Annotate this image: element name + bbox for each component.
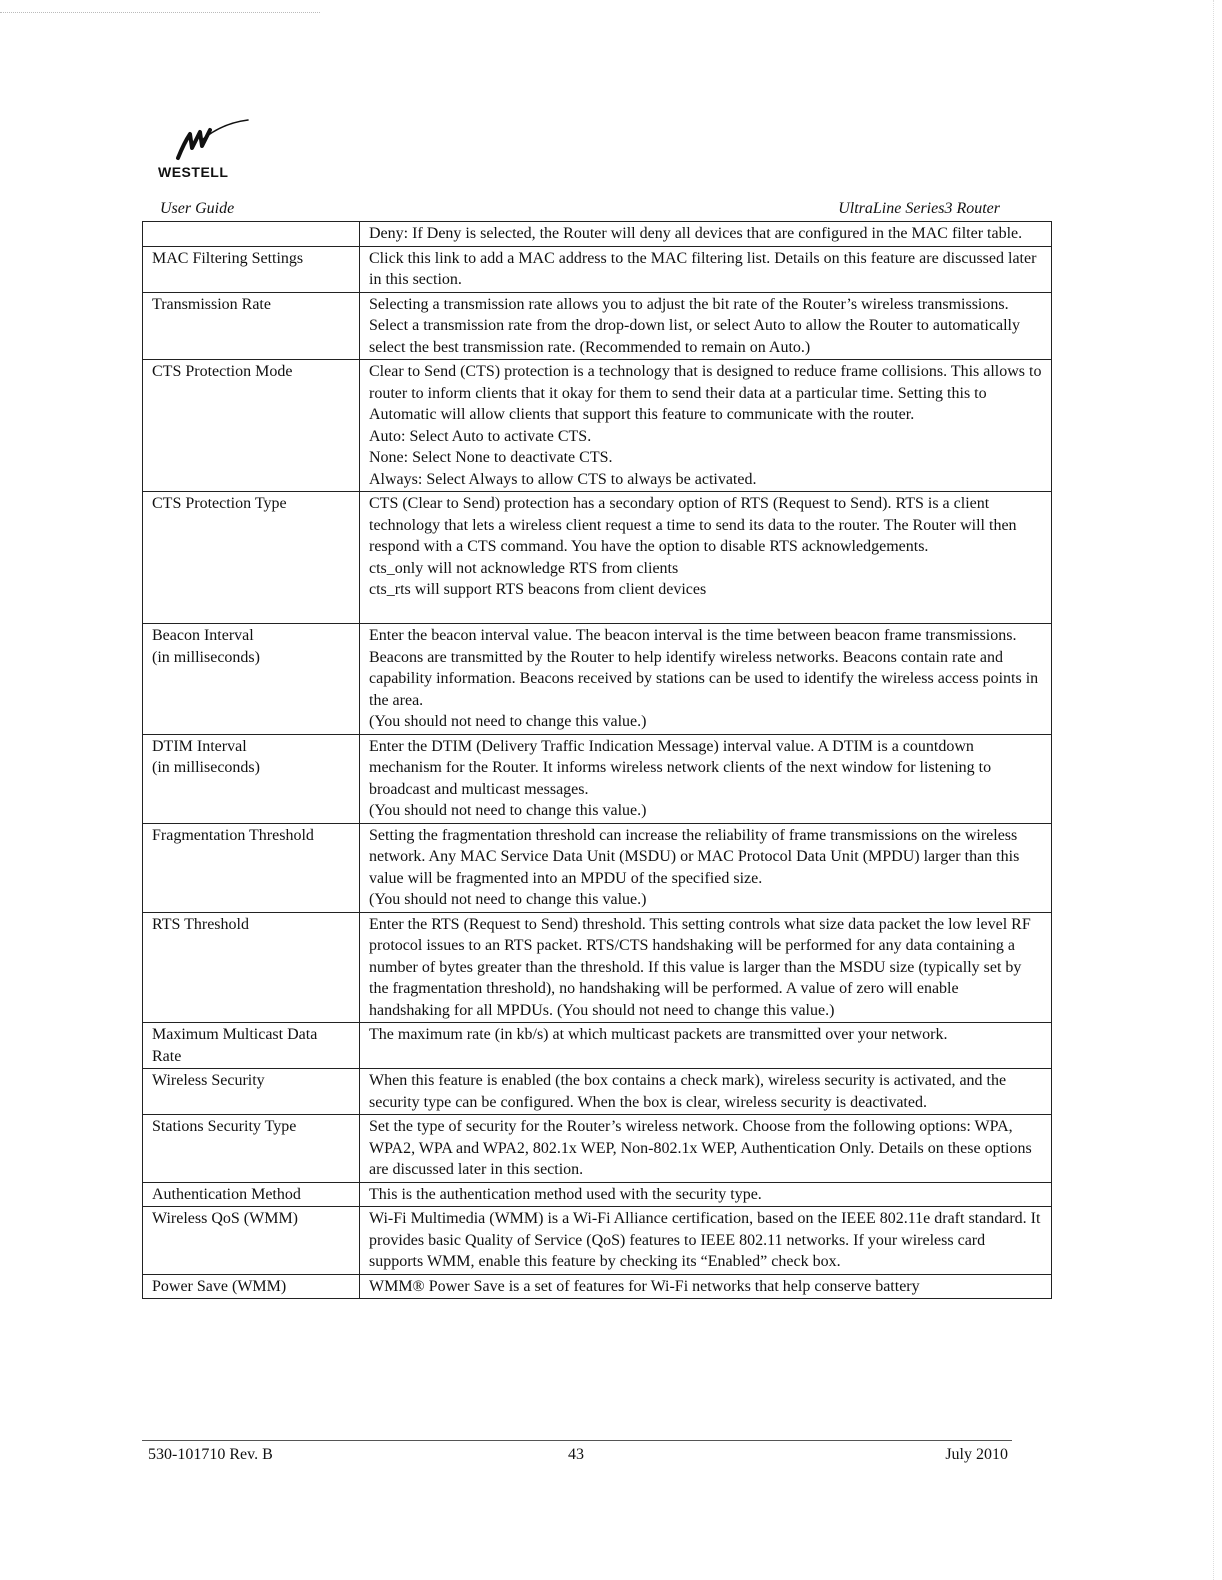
- setting-name-cell: [143, 823, 360, 912]
- setting-description: Deny: If Deny is selected, the Router will deny all devices that are configured in the MAC filter table.: [369, 225, 1023, 242]
- setting-description: Enter the DTIM (Delivery Traffic Indication Message) interval value. A DTIM is a countdown mechanism for the Router. It informs wireless network clients of the next window for listening to broadcast and multicast messages.: [369, 737, 992, 798]
- table-row: [143, 1115, 1052, 1183]
- setting-description: cts_rts will support RTS beacons from client devices: [369, 581, 707, 598]
- setting-description: Enter the RTS (Request to Send) threshold. This setting controls what size data packet the low level RF protocol issues to an RTS packet. RTS/CTS handshaking will be performed for any data containing a number of bytes greater than the threshold. If this value is larger than the MSDU size (typically set by the fragmentation threshold), no handshaking will be performed. A value of zero will enable handshaking for all MPDUs. (You should not need to change this value.): [369, 915, 1031, 1019]
- setting-description: Wi-Fi Multimedia (WMM) is a Wi-Fi Alliance certification, based on the IEEE 802.11e draft standard. It provides basic Quality of Service (QoS) features to IEEE 802.11 networks. If your wireless card supports WMM, enable this feature by checking its “Enabled” check box.: [369, 1210, 1041, 1270]
- scan-artifact: [1213, 0, 1214, 1580]
- table-row: [143, 1023, 1052, 1069]
- setting-name: RTS Threshold: [152, 915, 249, 933]
- setting-description: When this feature is enabled (the box contains a check mark), wireless security is activated, and the security type can be configured. When the box is clear, wireless security is deactivated.: [369, 1072, 1007, 1111]
- setting-name: Beacon Interval: [152, 627, 254, 644]
- setting-name-cell: [143, 1023, 360, 1069]
- setting-description: cts_only will not acknowledge RTS from clients: [369, 559, 679, 577]
- table-body: [143, 222, 1052, 1299]
- table-row: [143, 1182, 1052, 1207]
- setting-description-cell: [360, 624, 1052, 735]
- table-row: [143, 360, 1052, 492]
- setting-description-cell: [360, 492, 1052, 624]
- table-row: [143, 246, 1052, 292]
- setting-description-cell: [360, 222, 1052, 247]
- setting-description-cell: [360, 1182, 1052, 1207]
- setting-name: MAC Filtering Settings: [152, 249, 304, 267]
- setting-description: WMM® Power Save is a set of features for Wi-Fi networks that help conserve battery: [369, 1277, 920, 1295]
- setting-name: CTS Protection Mode: [152, 363, 293, 380]
- setting-name-cell: [143, 734, 360, 823]
- setting-description-cell: [360, 823, 1052, 912]
- table-row: [143, 292, 1052, 360]
- setting-description: Auto: Select Auto to activate CTS.: [369, 427, 592, 445]
- setting-name-cell: [143, 912, 360, 1023]
- setting-name: CTS Protection Type: [152, 495, 287, 512]
- table-row: [143, 823, 1052, 912]
- setting-name: Authentication Method: [152, 1185, 301, 1203]
- setting-name: Wireless Security: [152, 1072, 265, 1089]
- setting-description-cell: [360, 1274, 1052, 1299]
- setting-description: (You should not need to change this value.): [369, 891, 647, 908]
- setting-name: (in milliseconds): [152, 759, 260, 776]
- setting-name-cell: [143, 246, 360, 292]
- setting-description: The maximum rate (in kb/s) at which multicast packets are transmitted over your network.: [369, 1026, 948, 1043]
- footer-divider: [142, 1440, 1012, 1441]
- setting-description-cell: [360, 912, 1052, 1023]
- setting-description-cell: [360, 360, 1052, 492]
- footer-doc-number: 530-101710 Rev. B: [148, 1446, 273, 1463]
- table-row: [143, 492, 1052, 624]
- setting-name-cell: [143, 1182, 360, 1207]
- scan-artifact: [0, 12, 320, 13]
- setting-name-cell: [143, 292, 360, 360]
- setting-name: DTIM Interval: [152, 737, 247, 755]
- setting-name: Maximum Multicast Data Rate: [152, 1026, 318, 1065]
- setting-name-cell: [143, 1115, 360, 1183]
- table-row: [143, 624, 1052, 735]
- setting-name-cell: [143, 360, 360, 492]
- table-row: [143, 1069, 1052, 1115]
- setting-name-cell: [143, 624, 360, 735]
- table-row: [143, 1207, 1052, 1275]
- table-row: [143, 222, 1052, 247]
- setting-description-cell: [360, 292, 1052, 360]
- setting-description: [369, 601, 1042, 623]
- logo-text: WESTELL: [158, 164, 229, 180]
- setting-description: Enter the beacon interval value. The beacon interval is the time between beacon frame transmissions. Beacons are transmitted by the Router to help identify wireless networks. Beacons contain rate and capability information. Beacons received by stations can be used to identify the wireless access points in the area.: [369, 627, 1039, 709]
- setting-description: This is the authentication method used with the security type.: [369, 1185, 762, 1203]
- setting-description-cell: [360, 246, 1052, 292]
- setting-name: Fragmentation Threshold: [152, 826, 314, 844]
- setting-description: Set the type of security for the Router’s wireless network. Choose from the following options: WPA, WPA2, WPA and WPA2, 802.1x WEP, Non-802.1x WEP, Authentication Only. Details on these options are discussed later in this section.: [369, 1118, 1032, 1178]
- setting-description: (You should not need to change this value.): [369, 802, 647, 819]
- setting-description: Always: Select Always to allow CTS to always be activated.: [369, 470, 757, 488]
- setting-name: Stations Security Type: [152, 1118, 297, 1135]
- westell-logo-icon: [172, 118, 252, 164]
- setting-name: Transmission Rate: [152, 295, 271, 313]
- setting-description: Selecting a transmission rate allows you to adjust the bit rate of the Router’s wireless transmissions. Select a transmission rate from the drop-down list, or select Auto to allow the Router to automatically select the best transmission rate. (Recommended to remain on Auto.): [369, 295, 1020, 356]
- setting-description: None: Select None to deactivate CTS.: [369, 449, 613, 466]
- setting-name: (in milliseconds): [152, 648, 260, 666]
- setting-description-cell: [360, 1115, 1052, 1183]
- setting-name-cell: [143, 492, 360, 624]
- setting-description-cell: [360, 1023, 1052, 1069]
- setting-name-cell: [143, 1207, 360, 1275]
- setting-description: CTS (Clear to Send) protection has a secondary option of RTS (Request to Send). RTS is a client technology that lets a wireless client request a time to send its data to the router. The Router will then respond with a CTS command. You have the option to disable RTS acknowledgements.: [369, 495, 1017, 555]
- settings-description-table: [142, 221, 1052, 1299]
- header-doc-title: User Guide: [160, 200, 235, 217]
- table-row: [143, 912, 1052, 1023]
- footer-page-number: 43: [568, 1446, 584, 1463]
- setting-name: Wireless QoS (WMM): [152, 1210, 298, 1227]
- setting-name-cell: [143, 1069, 360, 1115]
- setting-description: Setting the fragmentation threshold can increase the reliability of frame transmissions on the wireless network. Any MAC Service Data Unit (MSDU) or MAC Protocol Data Unit (MPDU) larger than this value will be fragmented into an MPDU of the specified size.: [369, 826, 1020, 887]
- table-row: [143, 1274, 1052, 1299]
- setting-description: Clear to Send (CTS) protection is a technology that is designed to reduce frame collisions. This allows to router to inform clients that it okay for them to send their data at a particular time. Setting this to Automatic will allow clients that support this feature to communicate with the router.: [369, 363, 1042, 423]
- setting-description-cell: [360, 1207, 1052, 1275]
- westell-logo: [158, 118, 254, 180]
- table-row: [143, 734, 1052, 823]
- footer-date: July 2010: [945, 1446, 1008, 1463]
- setting-name-cell: [143, 1274, 360, 1299]
- setting-name: Power Save (WMM): [152, 1277, 287, 1295]
- header-product-name: UltraLine Series3 Router: [838, 200, 1000, 217]
- setting-description: (You should not need to change this value.): [369, 713, 647, 730]
- setting-description-cell: [360, 734, 1052, 823]
- setting-description: Click this link to add a MAC address to the MAC filtering list. Details on this feature are discussed later in this section.: [369, 249, 1037, 288]
- setting-description-cell: [360, 1069, 1052, 1115]
- setting-name-cell: [143, 222, 360, 247]
